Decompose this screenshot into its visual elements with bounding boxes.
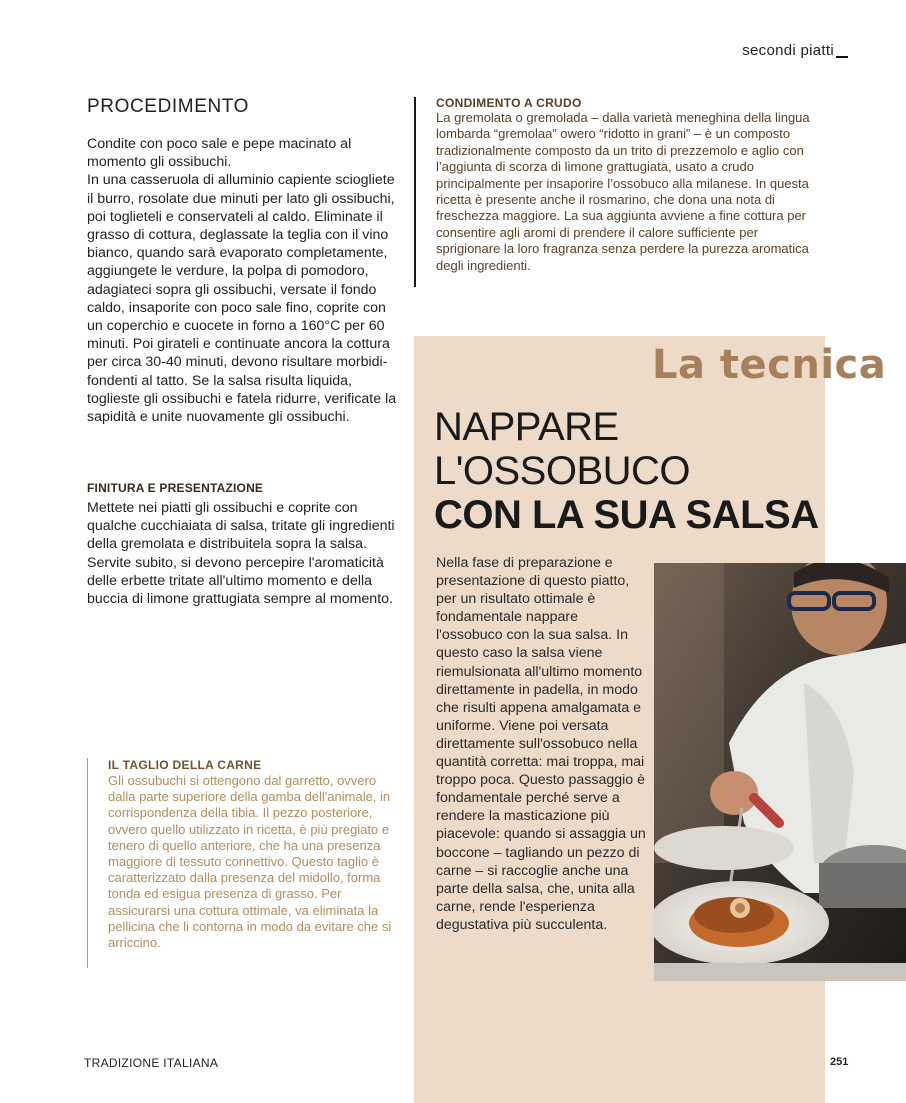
taglio-sidebar xyxy=(87,758,407,968)
tecnica-title-line1: NAPPARE xyxy=(434,405,619,449)
procedimento-heading: PROCEDIMENTO xyxy=(87,96,250,117)
section-title: secondi piatti xyxy=(742,42,834,59)
chef-plating-photo xyxy=(654,563,906,981)
condimento-heading: CONDIMENTO A CRUDO xyxy=(436,96,582,110)
procedimento-text: Condite con poco sale e pepe macinato al momento gli ossibuchi. In una casseruola di alluminio capiente sciogliete il burro, rosolate due minuti per lato gli ossibuchi, poi toglieteli e conservateli al caldo. Eliminate il grasso di cottura, deglassate la teglia con il vino bianco, quando sarà evaporato completamente, aggiungete le verdure, la polpa di pomodoro, adagiateci sopra gli ossibuchi, versate il fondo caldo, insaporite con poco sale fino, coprite con un coperchio e cuocete in forno a 160°C per 60 minuti. Poi girateli e continuate ancora la cottura per circa 30-40 minuti, devono risultare morbidi-fondenti al tatto. Se la salsa risulta liquida, toglieste gli ossibuchi e fatela ridurre, verificate la sapidità e unite nuovamente gli ossibuchi. xyxy=(87,136,397,426)
tecnica-label: La tecnica xyxy=(652,342,887,388)
condimento-body: La gremolata o gremolada – dalla varietà meneghina della lingua lombarda “gremolaa” owero “ridotto in grani” – è un composto tradizionalmente composto da un trito di prezzemolo e aglio con l’aggiunta di scorza di limone grattugiata, usato a crudo principalmente per insaporire l’ossobuco alla milanese. In questa ricetta è presente anche il rosmarino, che dona una nota di freschezza maggiore. La sua aggiunta avviene a fine cottura per consentire agli aromi di prendere il calore sufficiente per sprigionare la loro fragranza senza perdere la purezza aromatica degli ingredienti. xyxy=(436,110,810,273)
taglio-body: Gli ossubuchi si ottengono dal garretto, ovvero dalla parte superiore della gamba dell'animale, in corrispondenza della tibia. Il pezzo posteriore, ovvero quello utilizzato in ricetta, è più pregiato e tenero di quello anteriore, che ha una presenza maggiore di tessuto connettivo. Questo taglio è caratterizzato dalla presenza del midollo, forma tonda ed esigua presenza di grasso. Per assicurarsi una cottura ottimale, va eliminata la pellicina che li contorna in modo da evitare che si arriccino. xyxy=(108,773,392,951)
header-rule xyxy=(836,56,848,58)
tecnica-title-line2: L'OSSOBUCO xyxy=(434,449,691,493)
tecnica-title-line3: CON LA SUA SALSA xyxy=(434,493,819,537)
section-header xyxy=(742,42,848,59)
finitura-heading: FINITURA E PRESENTAZIONE xyxy=(87,481,264,495)
condimento-box xyxy=(436,96,816,274)
condimento-divider xyxy=(414,97,416,287)
magazine-name: TRADIZIONE ITALIANA xyxy=(84,1056,219,1070)
page-number: 251 xyxy=(830,1056,849,1068)
procedimento-body xyxy=(87,135,399,426)
taglio-heading: IL TAGLIO DELLA CARNE xyxy=(108,758,262,772)
tecnica-body: Nella fase di preparazione e presentazione di questo piatto, per un risultato ottimale è fondamentale nappare l'ossobuco con la sua salsa. In questo caso la salsa viene riemulsionata all'ultimo momento direttamente in padella, in modo che risulti appena amalgamata e uniforme. Viene poi versata direttamente sull'ossobuco nella quantità corretta: mai troppa, mai troppo poca. Questo passaggio è fondamentale perché serve a rendere la masticazione più piacevole: quando si assaggia un boccone – tagliando un pezzo di carne – si raccoglie anche una parte della salsa, che, unita alla carne, rende l'esperienza degustativa più succulenta. xyxy=(436,555,646,933)
photo-illustration xyxy=(654,563,906,981)
finitura-body: Mettete nei piatti gli ossibuchi e coprite con qualche cucchiaiata di salsa, tritate gli ingredienti della gremolata e distribuitela sopra la salsa. Servite subito, si devono percepire l'aromaticità delle erbette tritate all'ultimo momento e della buccia di limone grattugiata sempre al momento. xyxy=(87,500,395,608)
